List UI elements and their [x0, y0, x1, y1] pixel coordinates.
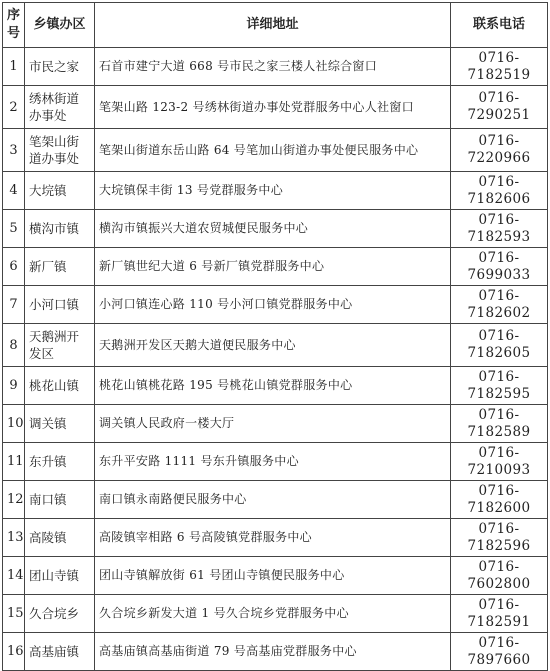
table-row [3, 481, 548, 519]
table-row [3, 129, 548, 172]
cell-address: 桃花山镇桃花路 195 号桃花山镇党群服务中心 [95, 367, 451, 405]
table-row [3, 86, 548, 129]
cell-town: 高基庙镇 [25, 633, 95, 671]
cell-no: 1 [3, 48, 25, 86]
cell-phone: 0716-7182593 [451, 210, 548, 248]
cell-no: 3 [3, 129, 25, 172]
cell-no: 10 [3, 405, 25, 443]
cell-town: 久合垸乡 [25, 595, 95, 633]
cell-address: 笔架山路 123-2 号绣林街道办事处党群服务中心人社窗口 [95, 86, 451, 129]
cell-town: 团山寺镇 [25, 557, 95, 595]
cell-no: 7 [3, 286, 25, 324]
cell-phone: 0716-7182596 [451, 519, 548, 557]
table-row [3, 405, 548, 443]
table-row [3, 443, 548, 481]
table-row [3, 557, 548, 595]
table-row [3, 595, 548, 633]
cell-town: 天鹅洲开发区 [25, 324, 95, 367]
cell-phone: 0716-7699033 [451, 248, 548, 286]
header-phone: 联系电话 [451, 3, 548, 48]
table-row [3, 172, 548, 210]
cell-address: 石首市建宁大道 668 号市民之家三楼人社综合窗口 [95, 48, 451, 86]
cell-phone: 0716-7182519 [451, 48, 548, 86]
table-row [3, 367, 548, 405]
cell-no: 6 [3, 248, 25, 286]
cell-phone: 0716-7290251 [451, 86, 548, 129]
cell-no: 4 [3, 172, 25, 210]
table-row [3, 48, 548, 86]
header-address: 详细地址 [95, 3, 451, 48]
cell-town: 小河口镇 [25, 286, 95, 324]
cell-address: 笔架山街道东岳山路 64 号笔加山街道办事处便民服务中心 [95, 129, 451, 172]
cell-address: 南口镇永南路便民服务中心 [95, 481, 451, 519]
cell-town: 市民之家 [25, 48, 95, 86]
cell-phone: 0716-7210093 [451, 443, 548, 481]
cell-no: 14 [3, 557, 25, 595]
cell-phone: 0716-7182605 [451, 324, 548, 367]
cell-town: 调关镇 [25, 405, 95, 443]
cell-phone: 0716-7182591 [451, 595, 548, 633]
cell-phone: 0716-7182595 [451, 367, 548, 405]
cell-no: 8 [3, 324, 25, 367]
cell-town: 笔架山街道办事处 [25, 129, 95, 172]
cell-town: 东升镇 [25, 443, 95, 481]
table-row [3, 286, 548, 324]
cell-town: 高陵镇 [25, 519, 95, 557]
cell-phone: 0716-7602800 [451, 557, 548, 595]
cell-address: 新厂镇世纪大道 6 号新厂镇党群服务中心 [95, 248, 451, 286]
header-town: 乡镇办区 [25, 3, 95, 48]
cell-no: 16 [3, 633, 25, 671]
cell-address: 团山寺镇解放街 61 号团山寺镇便民服务中心 [95, 557, 451, 595]
cell-no: 2 [3, 86, 25, 129]
cell-no: 11 [3, 443, 25, 481]
cell-phone: 0716-7182589 [451, 405, 548, 443]
cell-phone: 0716-7182606 [451, 172, 548, 210]
cell-address: 横沟市镇振兴大道农贸城便民服务中心 [95, 210, 451, 248]
cell-phone: 0716-7182600 [451, 481, 548, 519]
cell-address: 高基庙镇高基庙街道 79 号高基庙党群服务中心 [95, 633, 451, 671]
cell-no: 9 [3, 367, 25, 405]
cell-phone: 0716-7220966 [451, 129, 548, 172]
cell-address: 久合垸乡新发大道 1 号久合垸乡党群服务中心 [95, 595, 451, 633]
cell-town: 桃花山镇 [25, 367, 95, 405]
cell-no: 12 [3, 481, 25, 519]
table-header-row [3, 3, 548, 48]
cell-town: 大垸镇 [25, 172, 95, 210]
cell-address: 大垸镇保丰街 13 号党群服务中心 [95, 172, 451, 210]
table-row [3, 210, 548, 248]
cell-no: 15 [3, 595, 25, 633]
cell-town: 新厂镇 [25, 248, 95, 286]
table-row [3, 633, 548, 671]
table-row [3, 324, 548, 367]
service-contact-table [2, 2, 548, 671]
cell-no: 13 [3, 519, 25, 557]
cell-address: 调关镇人民政府一楼大厅 [95, 405, 451, 443]
header-no: 序号 [3, 3, 25, 48]
cell-address: 高陵镇宰相路 6 号高陵镇党群服务中心 [95, 519, 451, 557]
cell-town: 绣林街道办事处 [25, 86, 95, 129]
cell-town: 横沟市镇 [25, 210, 95, 248]
table-row [3, 519, 548, 557]
cell-no: 5 [3, 210, 25, 248]
table-row [3, 248, 548, 286]
cell-address: 东升平安路 1111 号东升镇服务中心 [95, 443, 451, 481]
cell-phone: 0716-7182602 [451, 286, 548, 324]
cell-town: 南口镇 [25, 481, 95, 519]
cell-address: 小河口镇连心路 110 号小河口镇党群服务中心 [95, 286, 451, 324]
cell-phone: 0716-7897660 [451, 633, 548, 671]
cell-address: 天鹅洲开发区天鹅大道便民服务中心 [95, 324, 451, 367]
